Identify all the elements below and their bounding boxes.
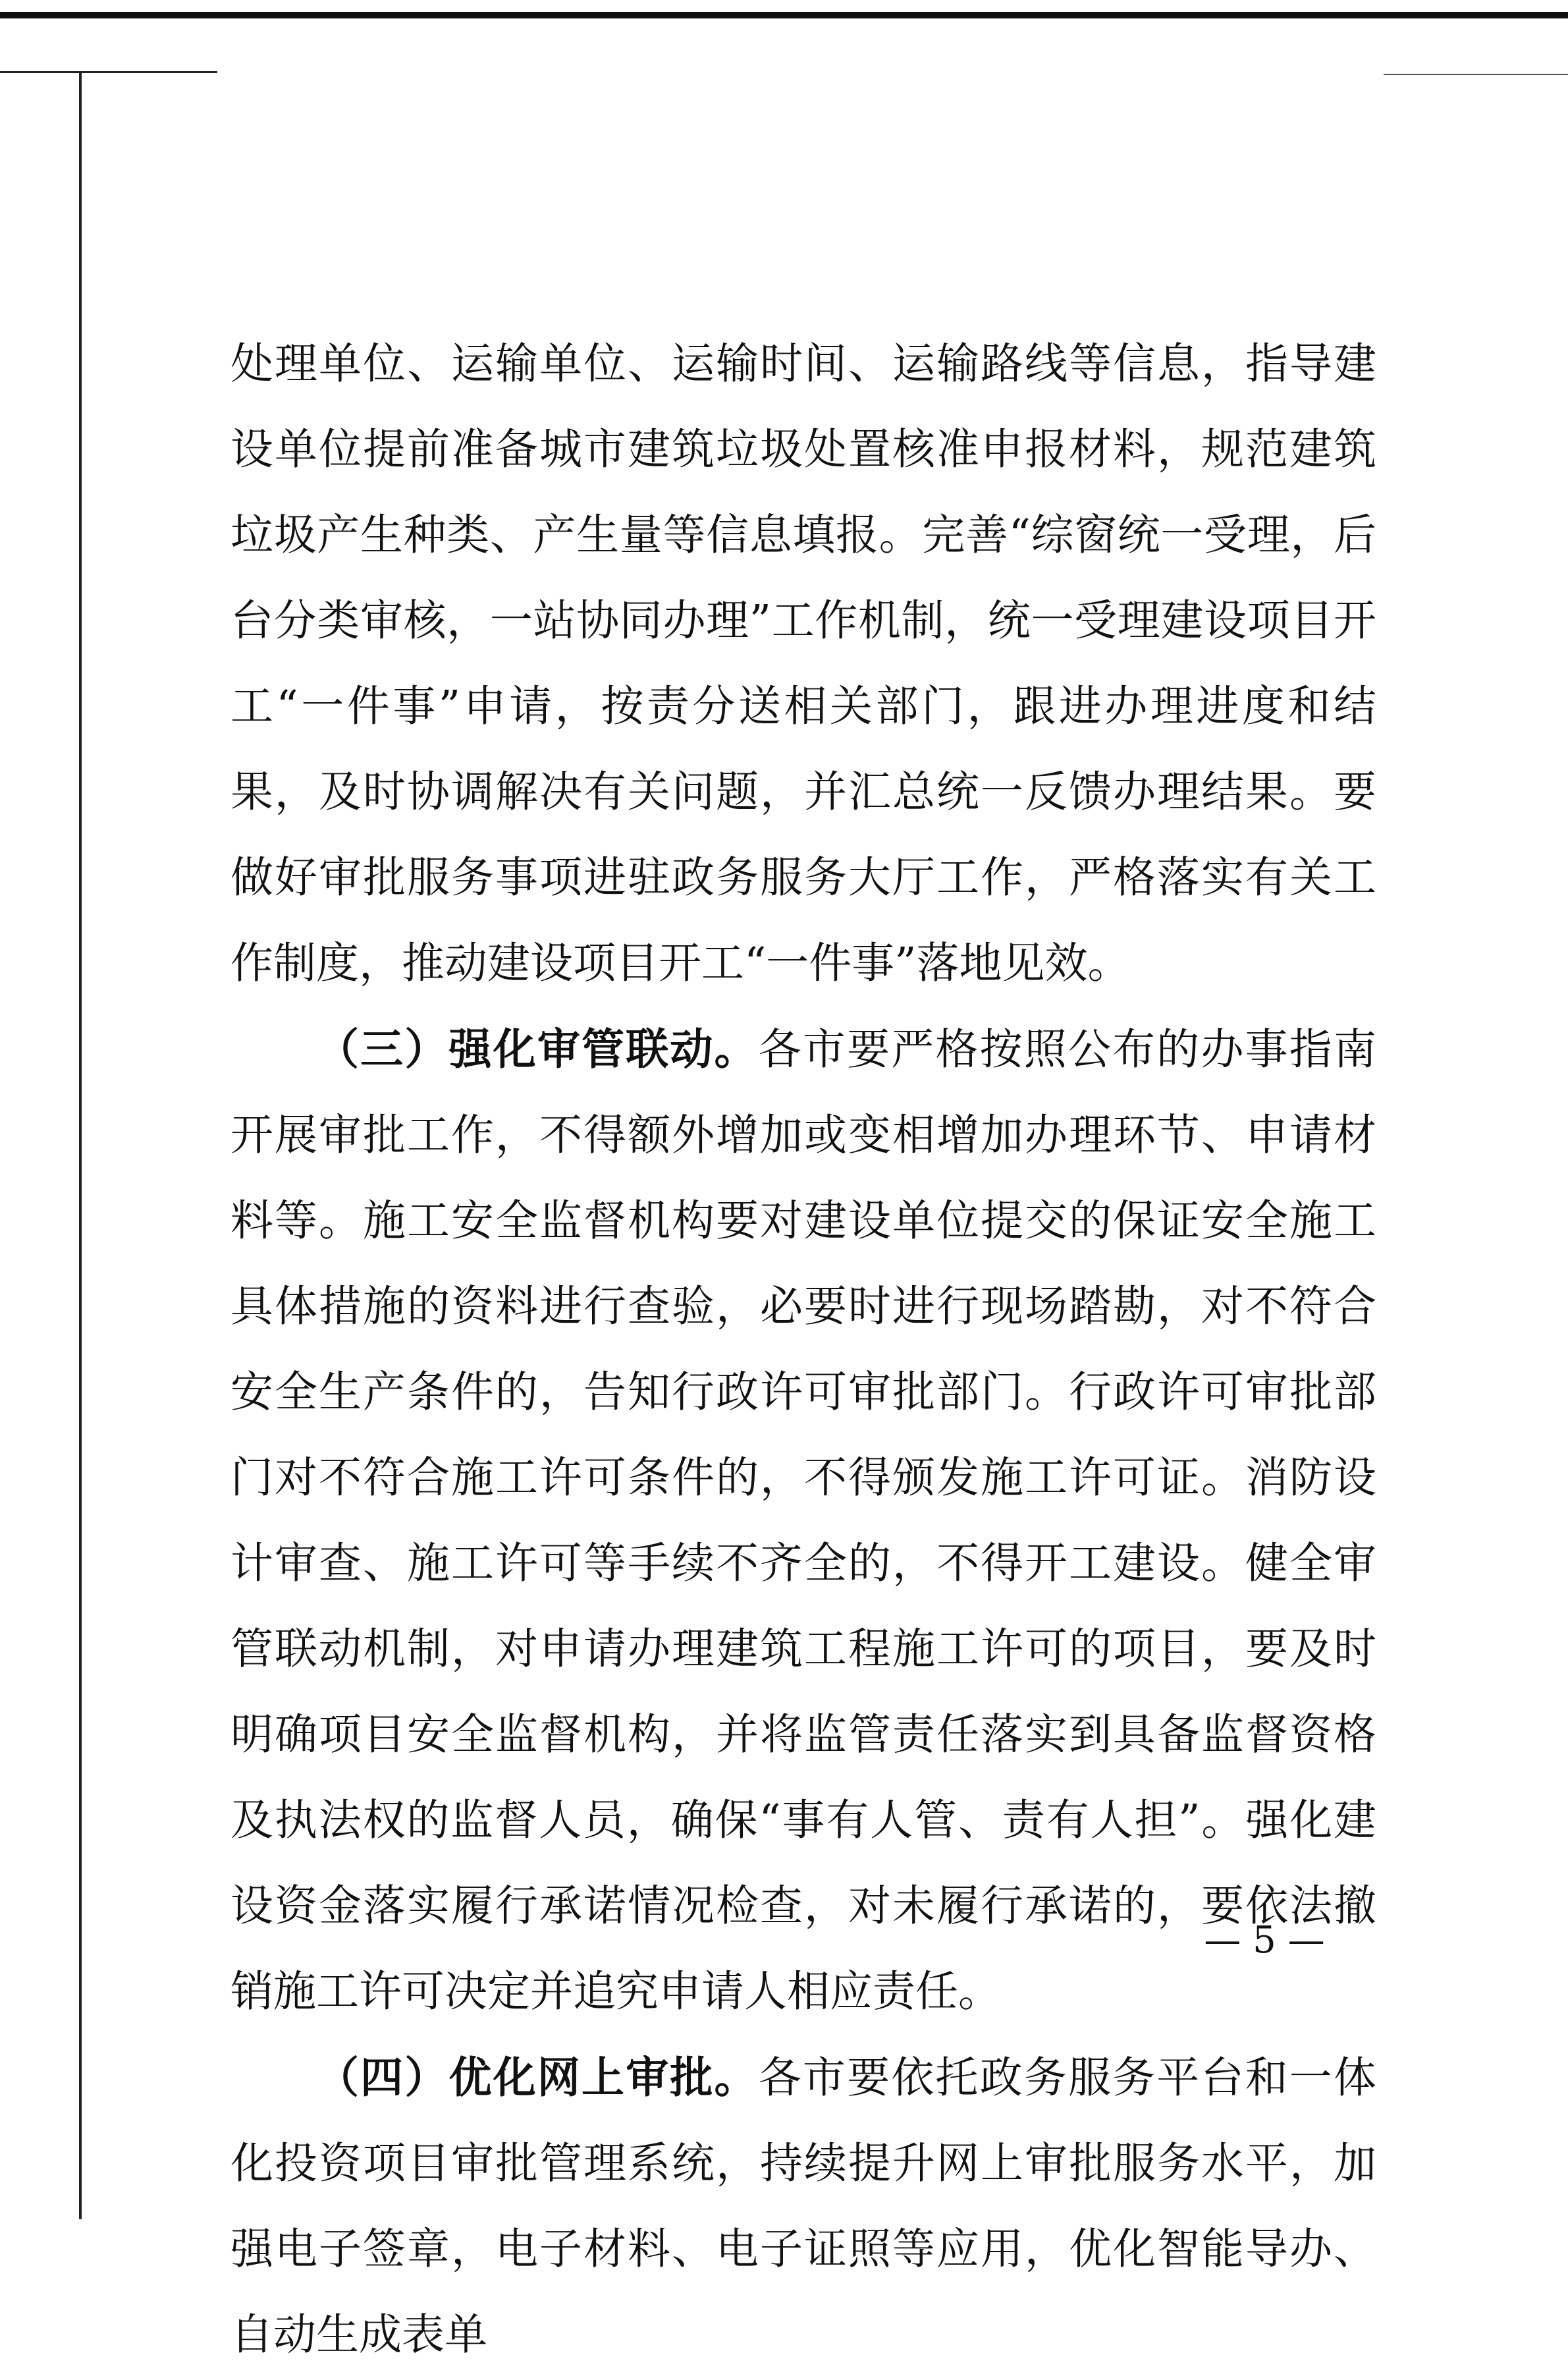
- document-body: [230, 321, 1376, 2378]
- page-number: — 5 —: [1204, 1918, 1325, 1962]
- paragraph-2-text: 各市要严格按照公布的办事指南开展审批工作，不得额外增加或变相增加办理环节、申请材料等。施工安全监督机构要对建设单位提交的保证安全施工具体措施的资料进行查验，必要时进行现场踏勘，对不符合安全生产条件的，告知行政许可审批部门。行政许可审批部门对不符合施工许可条件的，不得颁发施工许可证。消防设计审查、施工许可等手续不齐全的，不得开工建设。健全审管联动机制，对申请办理建筑工程施工许可的项目，要及时明确项目安全监督机构，并将监管责任落实到具备监督资格及执法权的监督人员，确保“事有人管、责有人担”。强化建设资金落实履行承诺情况检查，对未履行承诺的，要依法撤销施工许可决定并追究申请人相应责任。: [230, 1025, 1376, 2016]
- paragraph-3: [230, 2035, 1376, 2378]
- paragraph-2: [230, 1007, 1376, 2035]
- paragraph-3-text: 各市要依托政务服务平台和一体化投资项目审批管理系统，持续提升网上审批服务水平，加强电子签章，电子材料、电子证照等应用，优化智能导办、自动生成表单: [230, 2053, 1376, 2360]
- top-border-line: [0, 12, 1568, 18]
- left-margin-line: [79, 71, 82, 2219]
- section-heading-4: （四）优化网上审批。: [316, 2053, 759, 2103]
- section-heading-3: （三）强化审管联动。: [316, 1024, 759, 1074]
- header-rule-right: [1384, 74, 1568, 75]
- header-rule-left: [0, 71, 217, 73]
- paragraph-1-text: 处理单位、运输单位、运输时间、运输路线等信息，指导建设单位提前准备城市建筑垃圾处置核准申报材料，规范建筑垃圾产生种类、产生量等信息填报。完善“综窗统一受理，后台分类审核，一站协同办理”工作机制，统一受理建设项目开工“一件事”申请，按责分送相关部门，跟进办理进度和结果，及时协调解决有关问题，并汇总统一反馈办理结果。要做好审批服务事项进驻政务服务大厅工作，严格落实有关工作制度，推动建设项目开工“一件事”落地见效。: [230, 339, 1376, 988]
- paragraph-1: [230, 321, 1376, 1007]
